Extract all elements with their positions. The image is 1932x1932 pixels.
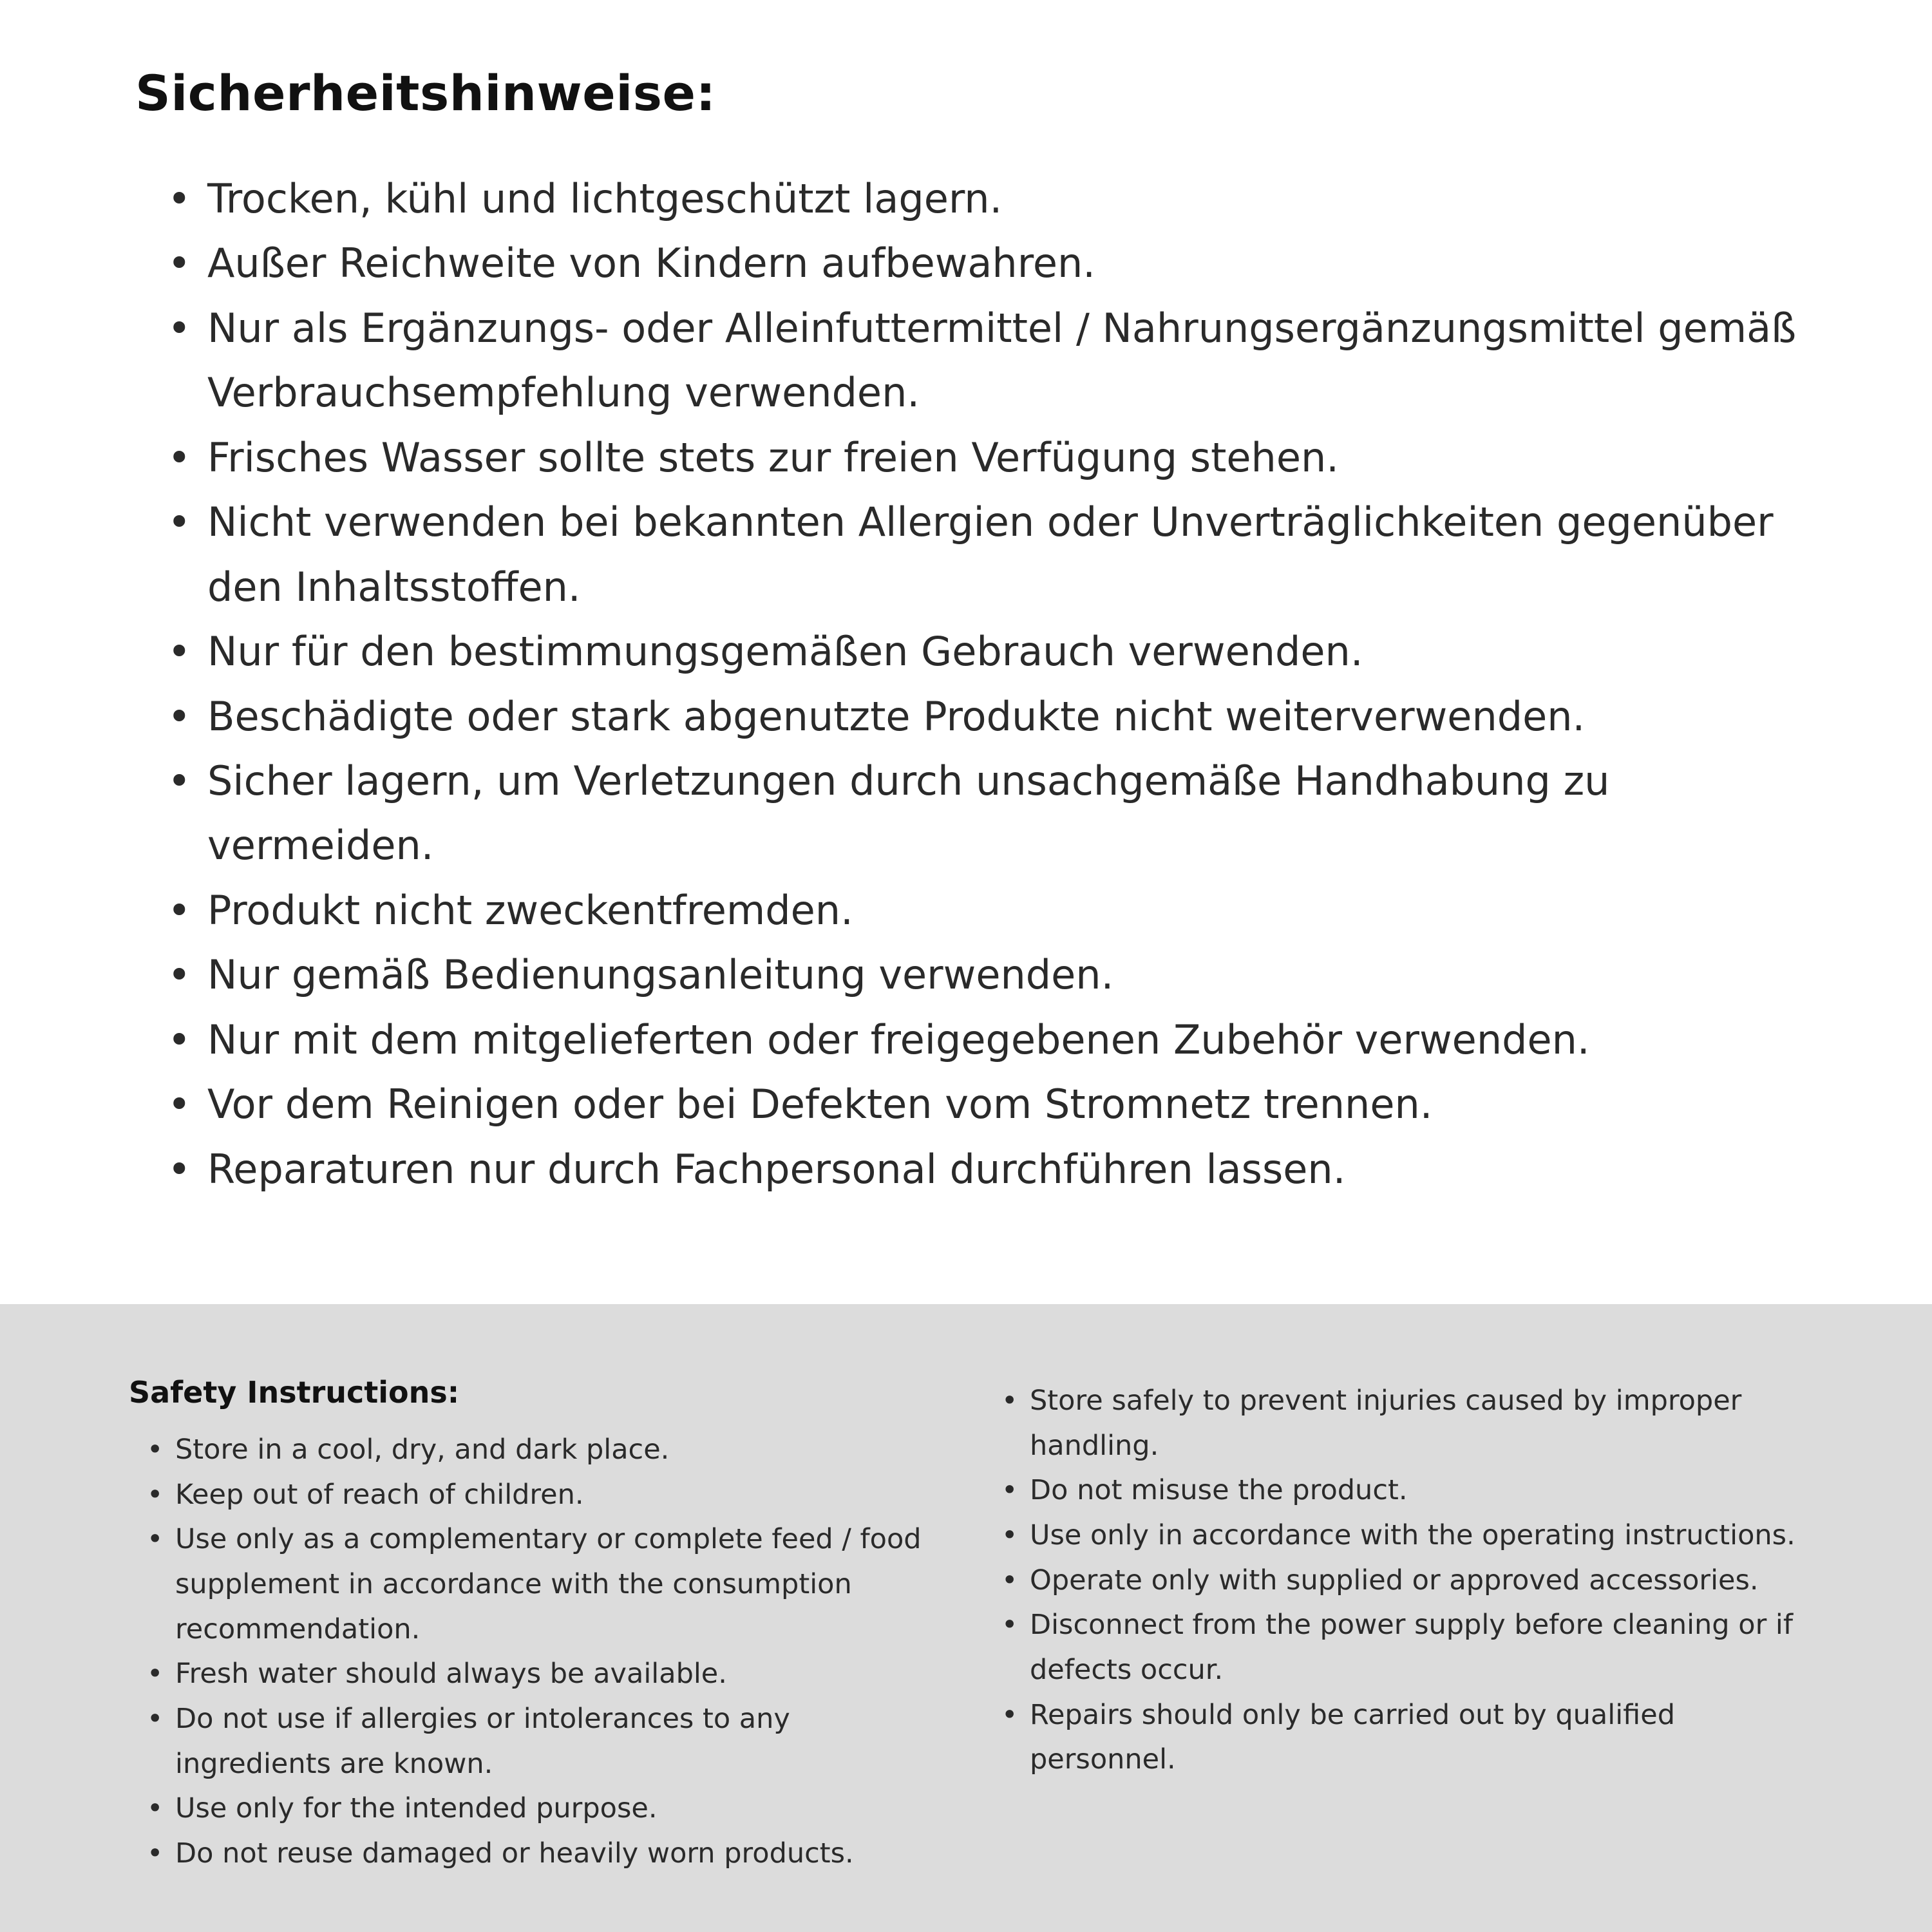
english-right-column [1001,1375,1797,1783]
english-safety-item: • Store safely to prevent injuries caused by improper handling. [1001,1379,1797,1468]
german-safety-item: • Sicher lagern, um Verletzungen durch unsachgemäße Handhabung zu vermeiden. [167,749,1797,878]
english-safety-item: • Disconnect from the power supply before cleaning or if defects occur. [1001,1603,1797,1692]
english-safety-item: • Fresh water should always be available. [147,1652,924,1697]
german-safety-item: • Produkt nicht zweckentfremden. [167,878,1797,943]
english-safety-item: • Use only in accordance with the operating instructions. [1001,1513,1797,1558]
english-safety-item: • Do not reuse damaged or heavily worn products. [147,1832,924,1877]
english-safety-item: • Keep out of reach of children. [147,1473,924,1518]
german-safety-item: • Reparaturen nur durch Fachpersonal durchführen lassen. [167,1137,1797,1202]
german-safety-item: • Nur als Ergänzungs- oder Alleinfuttermittel / Nahrungsergänzungsmittel gemäß Verbrauchsempfehlung verwenden. [167,296,1797,426]
english-safety-item: • Do not misuse the product. [1001,1468,1797,1513]
english-right-bullet-list [1001,1379,1797,1783]
english-safety-item: • Store in a cool, dry, and dark place. [147,1428,924,1473]
german-bullet-list [135,167,1797,1202]
german-safety-item: • Nur gemäß Bedienungsanleitung verwenden. [167,943,1797,1007]
german-safety-item: • Trocken, kühl und lichtgeschützt lagern. [167,167,1797,231]
german-safety-item: • Nur für den bestimmungsgemäßen Gebrauch verwenden. [167,620,1797,684]
english-safety-item: • Use only as a complementary or complete feed / food supplement in accordance with the consumption recommendation. [147,1517,924,1652]
english-left-bullet-list [129,1428,924,1877]
english-safety-item: • Operate only with supplied or approved accessories. [1001,1558,1797,1604]
german-safety-item: • Beschädigte oder stark abgenutzte Produkte nicht weiterverwenden. [167,685,1797,749]
german-safety-item: • Vor dem Reinigen oder bei Defekten vom Stromnetz trennen. [167,1072,1797,1137]
german-section-title: Sicherheitshinweise: [135,64,716,122]
english-safety-item: • Repairs should only be carried out by qualified personnel. [1001,1693,1797,1783]
german-safety-item: • Außer Reichweite von Kindern aufbewahren. [167,231,1797,296]
german-safety-item: • Nur mit dem mitgelieferten oder freigegebenen Zubehör verwenden. [167,1008,1797,1072]
english-safety-section [0,1304,1932,1932]
german-safety-item: • Frisches Wasser sollte stets zur freien Verfügung stehen. [167,426,1797,490]
german-safety-item: • Nicht verwenden bei bekannten Allergien oder Unverträglichkeiten gegenüber den Inhaltsstoffen. [167,490,1797,620]
english-left-column [129,1375,924,1877]
english-section-title: Safety Instructions: [129,1375,460,1410]
english-safety-item: • Use only for the intended purpose. [147,1786,924,1832]
english-safety-item: • Do not use if allergies or intolerances to any ingredients are known. [147,1697,924,1786]
